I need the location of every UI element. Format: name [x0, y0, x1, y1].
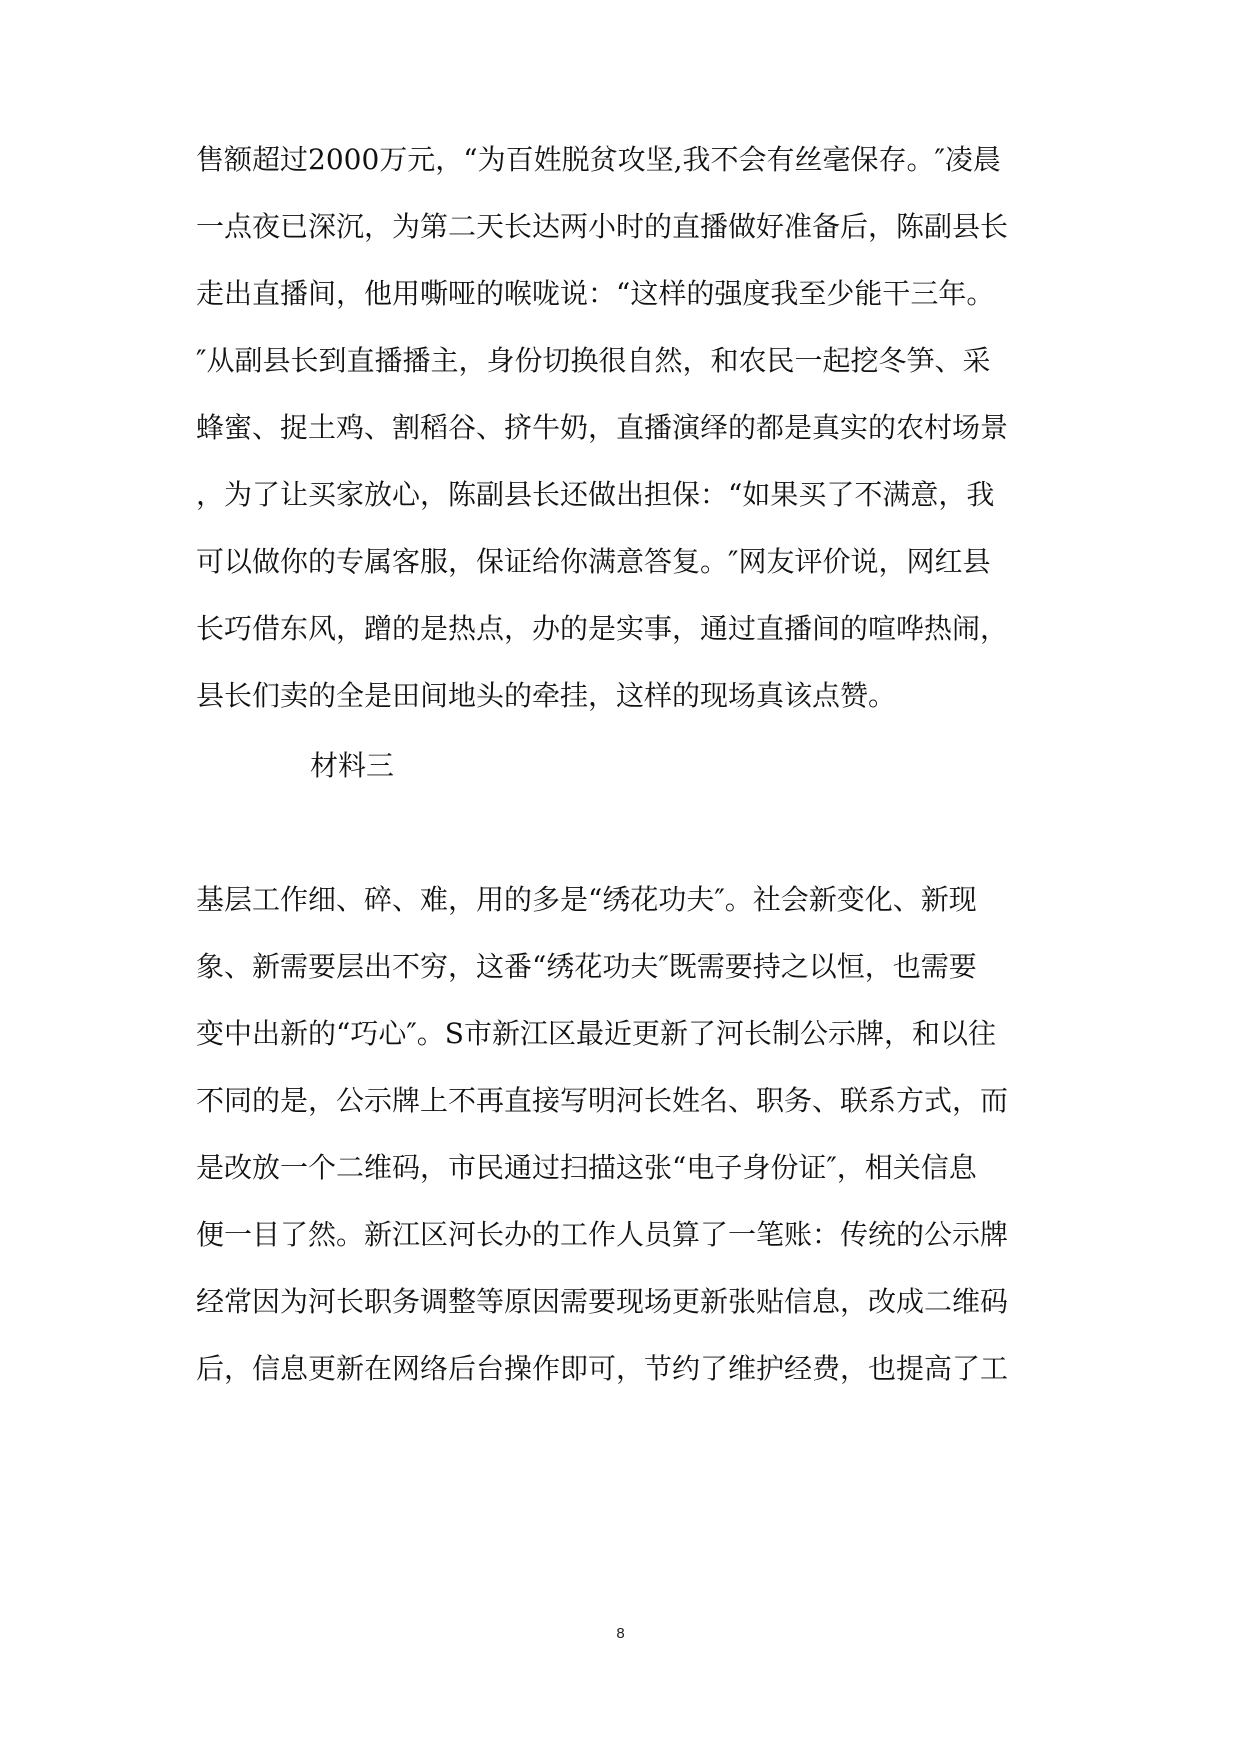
text-line: 基层工作细、碎、难，用的多是“绣花功夫″。社会新变化、新现: [196, 883, 977, 916]
text-line: 可以做你的专属客服，保证给你满意答复。″网友评价说，网红县: [196, 545, 991, 578]
text-line: 长巧借东风，蹭的是热点，办的是实事，通过直播间的喧哗热闹，: [196, 612, 1009, 645]
text-line: 一点夜已深沉，为第二天长达两小时的直播做好准备后，陈副县长: [196, 210, 1009, 243]
section-heading: 材料三: [310, 749, 395, 782]
text-line: 走出直播间，他用嘶哑的喉咙说：“这样的强度我至少能干三年。: [196, 277, 995, 310]
text-line: 售额超过2000万元，“为百姓脱贫攻坚,我不会有丝毫保存。″凌晨: [196, 143, 1001, 176]
text-line: 经常因为河长职务调整等原因需要现场更新张贴信息，改成二维码: [196, 1285, 1009, 1318]
page-number: 8: [616, 1625, 625, 1642]
text-line: 蜂蜜、捉土鸡、割稻谷、挤牛奶，直播演绎的都是真实的农村场景: [196, 411, 1009, 444]
text-line: ，为了让买家放心，陈副县长还做出担保：“如果买了不满意，我: [196, 478, 995, 511]
text-line: 便一目了然。新江区河长办的工作人员算了一笔账：传统的公示牌: [196, 1218, 1009, 1251]
text-line: 后，信息更新在网络后台操作即可，节约了维护经费，也提高了工: [196, 1352, 1009, 1385]
text-line: 是改放一个二维码，市民通过扫描这张“电子身份证″，相关信息: [196, 1151, 977, 1184]
text-line: 县长们卖的全是田间地头的牵挂，这样的现场真该点赞。: [196, 679, 897, 712]
text-line: ″从副县长到直播播主，身份切换很自然，和农民一起挖冬笋、采: [196, 344, 991, 377]
text-line: 象、新需要层出不穷，这番“绣花功夫″既需要持之以恒，也需要: [196, 950, 977, 983]
text-line: 不同的是，公示牌上不再直接写明河长姓名、职务、联系方式，而: [196, 1084, 1009, 1117]
text-line: 变中出新的“巧心″。S市新江区最近更新了河长制公示牌，和以往: [196, 1017, 996, 1050]
